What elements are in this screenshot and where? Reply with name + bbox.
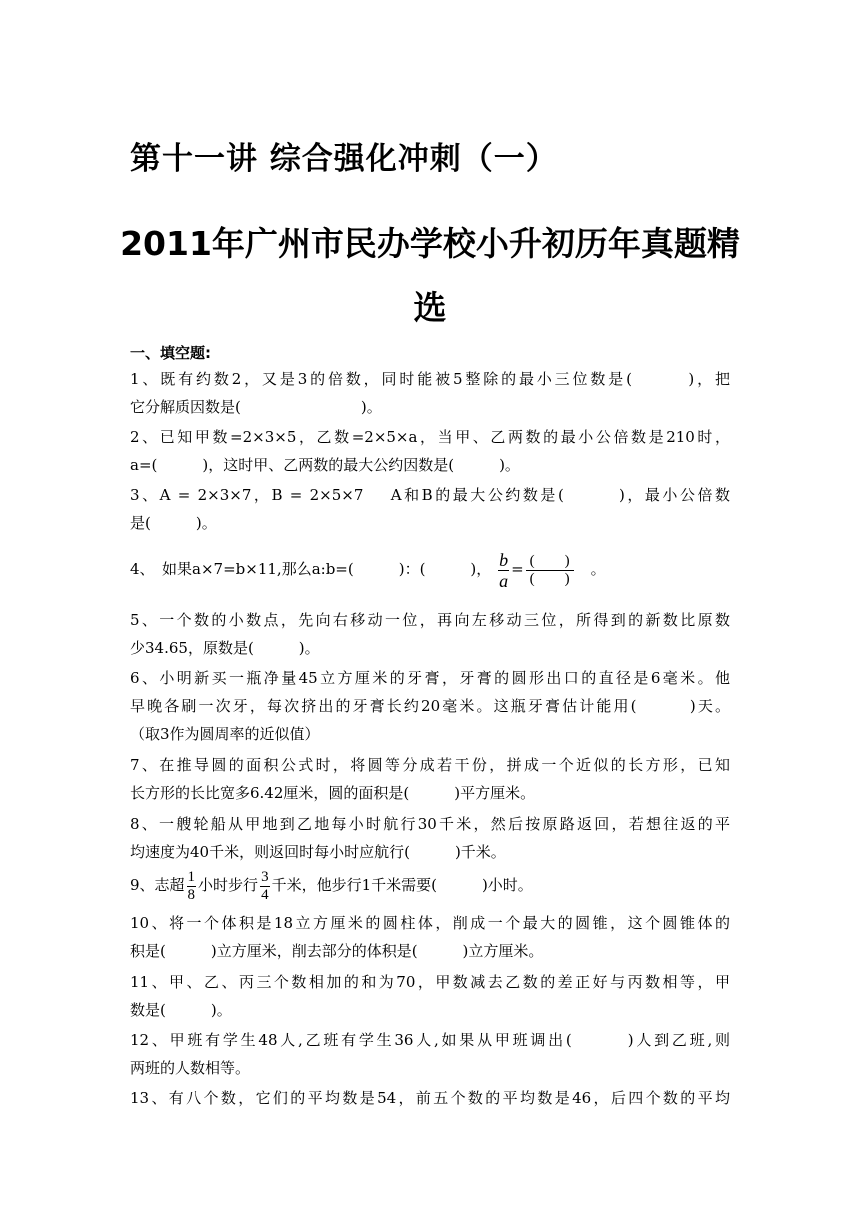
exam-title-line-2: 选 bbox=[413, 288, 447, 327]
question-10-line-2: 积是( )立方厘米，削去部分的体积是( )立方厘米。 bbox=[130, 942, 544, 960]
question-12-line-1: 12、甲班有学生48人,乙班有学生36人,如果从甲班调出( )人到乙班,则 bbox=[130, 1031, 730, 1049]
question-9-text-3: 千米，他步行1千米需要( )小时。 bbox=[271, 876, 533, 894]
question-11-line-2: 数是( )。 bbox=[130, 1001, 232, 1019]
fraction-numerator: 3 bbox=[261, 868, 269, 885]
question-7-line-2: 长方形的长比宽多6.42厘米，圆的面积是( )平方厘米。 bbox=[130, 784, 536, 802]
fraction-denominator: 8 bbox=[187, 886, 196, 903]
fraction-numerator: 1 bbox=[187, 868, 196, 885]
question-2-line-2: a=( )，这时甲、乙两数的最大公约因数是( )。 bbox=[130, 456, 520, 474]
question-5-line-2: 少34.65，原数是( )。 bbox=[130, 639, 320, 657]
question-8-line-2: 均速度为40千米，则返回时每小时应航行( )千米。 bbox=[130, 843, 506, 861]
question-8-line-1: 8、一艘轮船从甲地到乙地每小时航行30千米，然后按原路返回，若想往返的平 bbox=[130, 815, 730, 833]
question-4 bbox=[130, 546, 730, 592]
question-2-line-1: 2、已知甲数=2×3×5，乙数=2×5×a，当甲、乙两数的最小公倍数是210时， bbox=[130, 428, 730, 446]
question-4-end: 。 bbox=[575, 560, 606, 578]
question-7-line-1: 7、在推导圆的面积公式时，将圆等分成若干份，拼成一个近似的长方形，已知 bbox=[130, 756, 730, 774]
fraction-b-over-a bbox=[498, 551, 509, 590]
question-1-line-2: 它分解质因数是( )。 bbox=[130, 398, 382, 416]
question-12-line-2: 两班的人数相等。 bbox=[130, 1059, 251, 1077]
question-11-line-1: 11、甲、乙、丙三个数相加的和为70，甲数减去乙数的差正好与丙数相等，甲 bbox=[130, 973, 730, 991]
fraction-denominator: 4 bbox=[261, 886, 269, 903]
question-10-line-1: 10、将一个体积是18立方厘米的圆柱体，削成一个最大的圆锥，这个圆锥体的 bbox=[130, 914, 730, 932]
lecture-title: 第十一讲 综合强化冲刺（一） bbox=[130, 141, 558, 177]
fraction-one-eighth bbox=[187, 870, 197, 903]
question-3-line-2: 是( )。 bbox=[130, 514, 217, 532]
question-6-line-3: （取3作为圆周率的近似值） bbox=[130, 725, 320, 743]
question-9-text-2: 小时步行 bbox=[198, 876, 259, 894]
fraction-numerator: b bbox=[499, 549, 509, 570]
question-6-line-1: 6、小明新买一瓶净量45立方厘米的牙膏，牙膏的圆形出口的直径是6毫米。他 bbox=[130, 669, 730, 687]
answer-numerator-blank: ( ) bbox=[526, 554, 574, 571]
question-13-line-1: 13、有八个数，它们的平均数是54，前五个数的平均数是46，后四个数的平均 bbox=[130, 1089, 730, 1107]
question-1-line-1: 1、既有约数2，又是3的倍数，同时能被5整除的最小三位数是( )，把 bbox=[130, 370, 730, 388]
fraction-three-quarters bbox=[260, 870, 270, 903]
question-9-text-1: 9、志超 bbox=[130, 876, 185, 894]
answer-denominator-blank: ( ) bbox=[529, 570, 570, 587]
question-9 bbox=[130, 862, 730, 908]
question-5-line-1: 5、一个数的小数点，先向右移动一位，再向左移动三位，所得到的新数比原数 bbox=[130, 611, 730, 629]
answer-fraction-blank bbox=[526, 554, 574, 587]
question-6-line-2: 早晚各刷一次牙，每次挤出的牙膏长约20毫米。这瓶牙膏估计能用( )天。 bbox=[130, 697, 730, 715]
question-4-text: 4、 如果a×7=b×11,那么a:b=( )：( )， bbox=[130, 560, 492, 578]
fraction-denominator: a bbox=[499, 570, 509, 591]
question-3-line-1: 3、A = 2×3×7，B = 2×5×7 A和B的最大公约数是( )，最小公倍数 bbox=[130, 486, 730, 504]
equals-sign: = bbox=[511, 560, 524, 578]
exam-title-line-1: 2011年广州市民办学校小升初历年真题精 bbox=[120, 224, 740, 263]
section-heading: 一、填空题: bbox=[130, 344, 211, 362]
